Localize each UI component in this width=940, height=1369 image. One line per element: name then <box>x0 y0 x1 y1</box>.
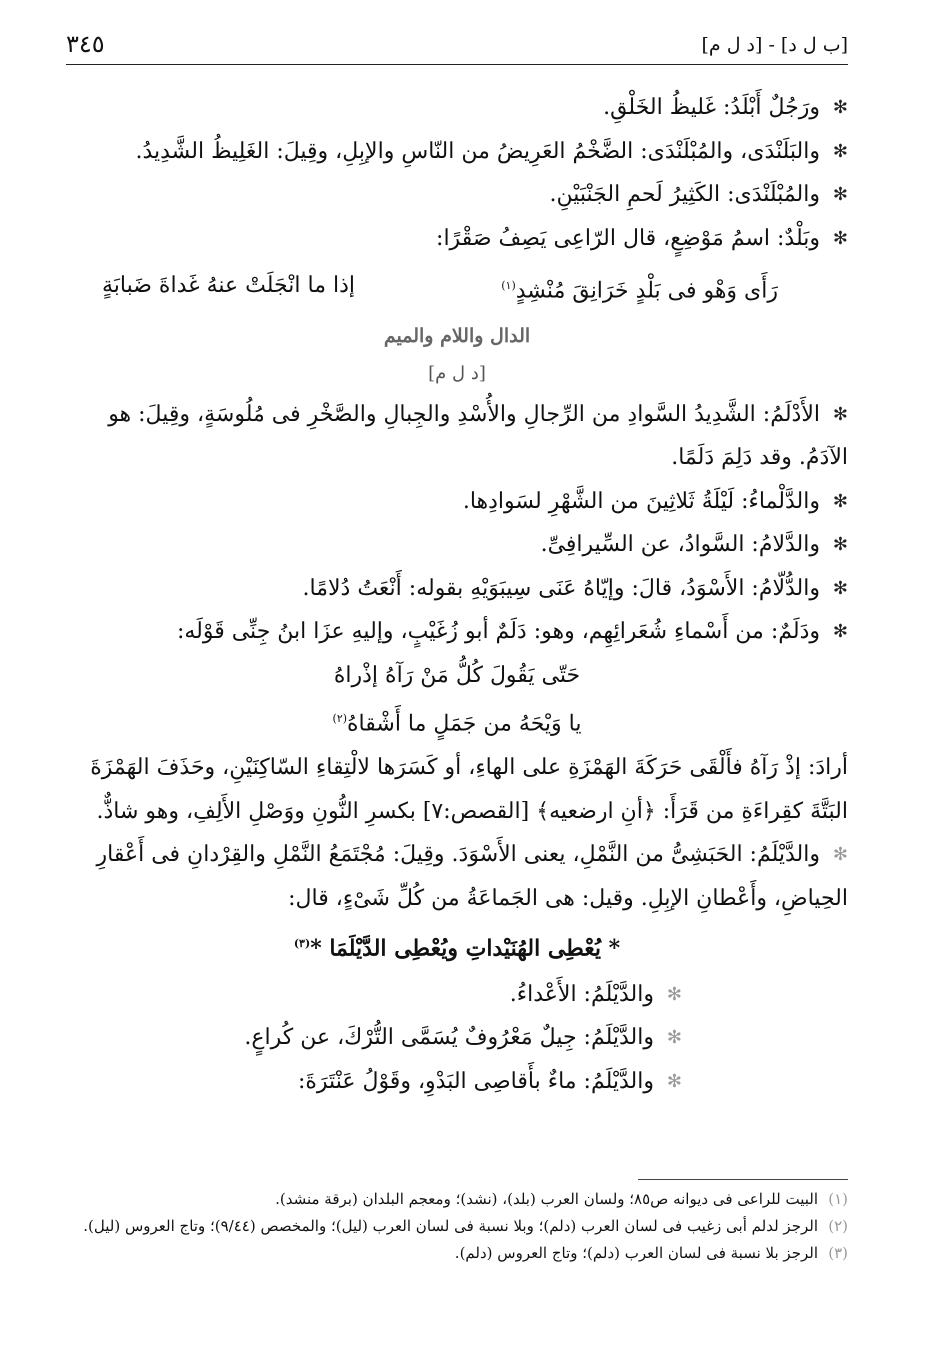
entry-daylam-cont: الحِياضِ، وأَعْطانِ الإبِلِ. وقيل: هى الجَماعَةُ من كُلِّ شَىْءٍ، قال: <box>288 885 848 911</box>
header-rule <box>66 64 848 65</box>
verse-hemistich-left: إذا ما انْجَلَتْ عنهُ غَداةَ ضَبابَةٍ <box>102 273 355 298</box>
entry-balanda: ✻ والبَلَنْدَى، والمُبْلَنْدَى: الضَّخْمُ العَرِيضُ من النّاسِ والإبِلِ، وقِيلَ: الغَلِيظُ الشَّدِيدُ. <box>66 130 848 174</box>
footnote-rule <box>638 1179 848 1180</box>
entry-daylam: ✻ والدَّيْلَمُ: الحَبَشِىُّ من النَّمْلِ، يعنى الأَسْوَدَ. وقِيلَ: مُجْتَمَعُ النَّمْلِ والقِرْدانِ فى أَعْقارِ <box>66 833 848 877</box>
footnote-3: (٣) الرجز بلا نسبة فى لسان العرب (دلم)؛ وتاج العروس (دلم). <box>454 1244 848 1262</box>
star-icon: ✻ <box>832 140 848 162</box>
star-icon: ✻ <box>832 577 848 599</box>
footnote-1: (١) البيت للراعى فى ديوانه ص٨٥؛ ولسان العرب (بلد)، (نشد)؛ ومعجم البلدان (برقة منشد). <box>275 1190 848 1208</box>
footnote-ref-2: (٢) <box>332 712 348 726</box>
page-header <box>66 28 848 68</box>
section-title: الدال واللام والميم <box>383 324 531 347</box>
star-icon: ✻ <box>832 97 848 118</box>
para-arada-2: البَتَّةَ كقِراءَةِ من قَرَأَ: ﴿أنِ ارضعيه﴾ [القصص:٧] بكسرِ النُّونِ ووَصْلِ الأَلِفِ، وهو شاذٌّ. <box>96 798 848 824</box>
entry-dalam: ✻ والدَّلامُ: السَّوادُ، عن السِّيرافِىِّ. <box>66 523 848 567</box>
footnote-2: (٢) الرجز لدلم أبى زغيب فى لسان العرب (دلم)؛ وبلا نسبة فى لسان العرب (ليل)؛ والمخصص (٩/٤٤)؛ وتاج العروس (ليل). <box>83 1217 848 1235</box>
star-icon: ✻ <box>832 227 848 249</box>
page-body <box>66 86 848 1103</box>
footnote-ref-3: (٣) <box>293 937 311 951</box>
footnotes <box>66 1186 848 1267</box>
entry-dalam-poet: ✻ ودَلَمٌ: من أَسْماءِ شُعَرائِهِم، وهو: دَلَمٌ أبو زُغَيْبٍ، وإليهِ عزَا ابنُ جِنِّى قَوْلَه: <box>66 610 848 654</box>
star-icon: ✻ <box>666 983 682 1005</box>
entry-daylam-people: ✻ والدَّيْلَمُ: جِيلٌ مَعْرُوفٌ يُسَمَّى التُّرْكَ، عن كُراعٍ. <box>66 1016 682 1060</box>
entry-daylam-water: ✻ والدَّيْلَمُ: ماءٌ بأَقاصِى البَدْوِ، وقَوْلُ عَنْتَرَةَ: <box>66 1060 682 1104</box>
verse-rai <box>66 264 848 313</box>
entry-adlam: ✻ الأَدْلَمُ: الشَّدِيدُ السَّوادِ من الرِّجالِ والأُسْدِ والجِبالِ والصَّخْرِ فى مُلُوسَةٍ، وقِيلَ: هو <box>66 393 848 437</box>
para-arada-1: أرادَ: إذْ رَآهُ فأَلْقَى حَرَكَةَ الهَمْزَةِ على الهاءِ، أو كَسَرَها لالْتِقاءِ السّاكِنَيْنِ، وحَذَفَ الهَمْزَةَ <box>90 755 848 781</box>
entry-dalma: ✻ والدَّلْماءُ: لَيْلَةُ ثَلاثِينَ من الشَّهْرِ لسَوادِها. <box>66 480 848 524</box>
star-icon: ✻ <box>832 184 848 205</box>
running-title: [ب ل د] - [د ل م] <box>701 34 848 56</box>
entry-ablad: ✻ ورَجُلٌ أَبْلَدُ: غَليظُ الخَلْقِ. <box>66 86 848 130</box>
entry-adlam-cont: الآدَمُ. وقد دَلِمَ دَلَمًا. <box>671 445 848 471</box>
star-icon: ✻ <box>832 621 848 643</box>
entry-mublanda: ✻ والمُبْلَنْدَى: الكَثِيرُ لَحمِ الجَنْبَيْنِ. <box>66 173 848 217</box>
star-icon: ✻ <box>666 1027 682 1049</box>
tail-entries <box>66 973 848 1104</box>
page-number: ٣٤٥ <box>66 30 105 58</box>
star-icon: ✻ <box>832 844 848 866</box>
rajaz-daylam: * يُعْطِى الهُنَيْداتِ ويُعْطِى الدَّيْلَمَا *$^{(٣)}$ <box>293 935 621 962</box>
rajaz-line-1: حَتّى يَقُولَ كُلُّ مَنْ رَآهُ إذْراهُ <box>333 662 581 688</box>
star-icon: ✻ <box>832 534 848 556</box>
star-icon: ✻ <box>832 403 848 425</box>
star-icon: ✻ <box>666 1070 682 1092</box>
verse-hemistich-right: رَأَى وَهْو فى بَلْدٍ خَرَانِقَ مُنْشِدٍ$^{(١)}$ <box>501 278 778 304</box>
rajaz-line-2: يا وَيْحَهُ من جَمَلٍ ما أَشْقاهُ$^{(٢)}$ <box>332 711 582 737</box>
entry-dullam: ✻ والدُّلّامُ: الأَسْوَدُ، قالَ: وإيّاهُ عَنَى سِيبَوَيْهِ بقوله: أَنْعَتُ دُلامًا. <box>66 567 848 611</box>
star-icon: ✻ <box>832 490 848 512</box>
footnote-ref-1: (١) <box>501 279 516 292</box>
entry-bald: ✻ وبَلْدٌ: اسمُ مَوْضِعٍ، قال الرّاعِى يَصِفُ صَقْرًا: <box>66 217 848 261</box>
section-root: [د ل م] <box>428 362 486 384</box>
entry-daylam-enemies: ✻ والدَّيْلَمُ: الأَعْداءُ. <box>66 973 682 1017</box>
